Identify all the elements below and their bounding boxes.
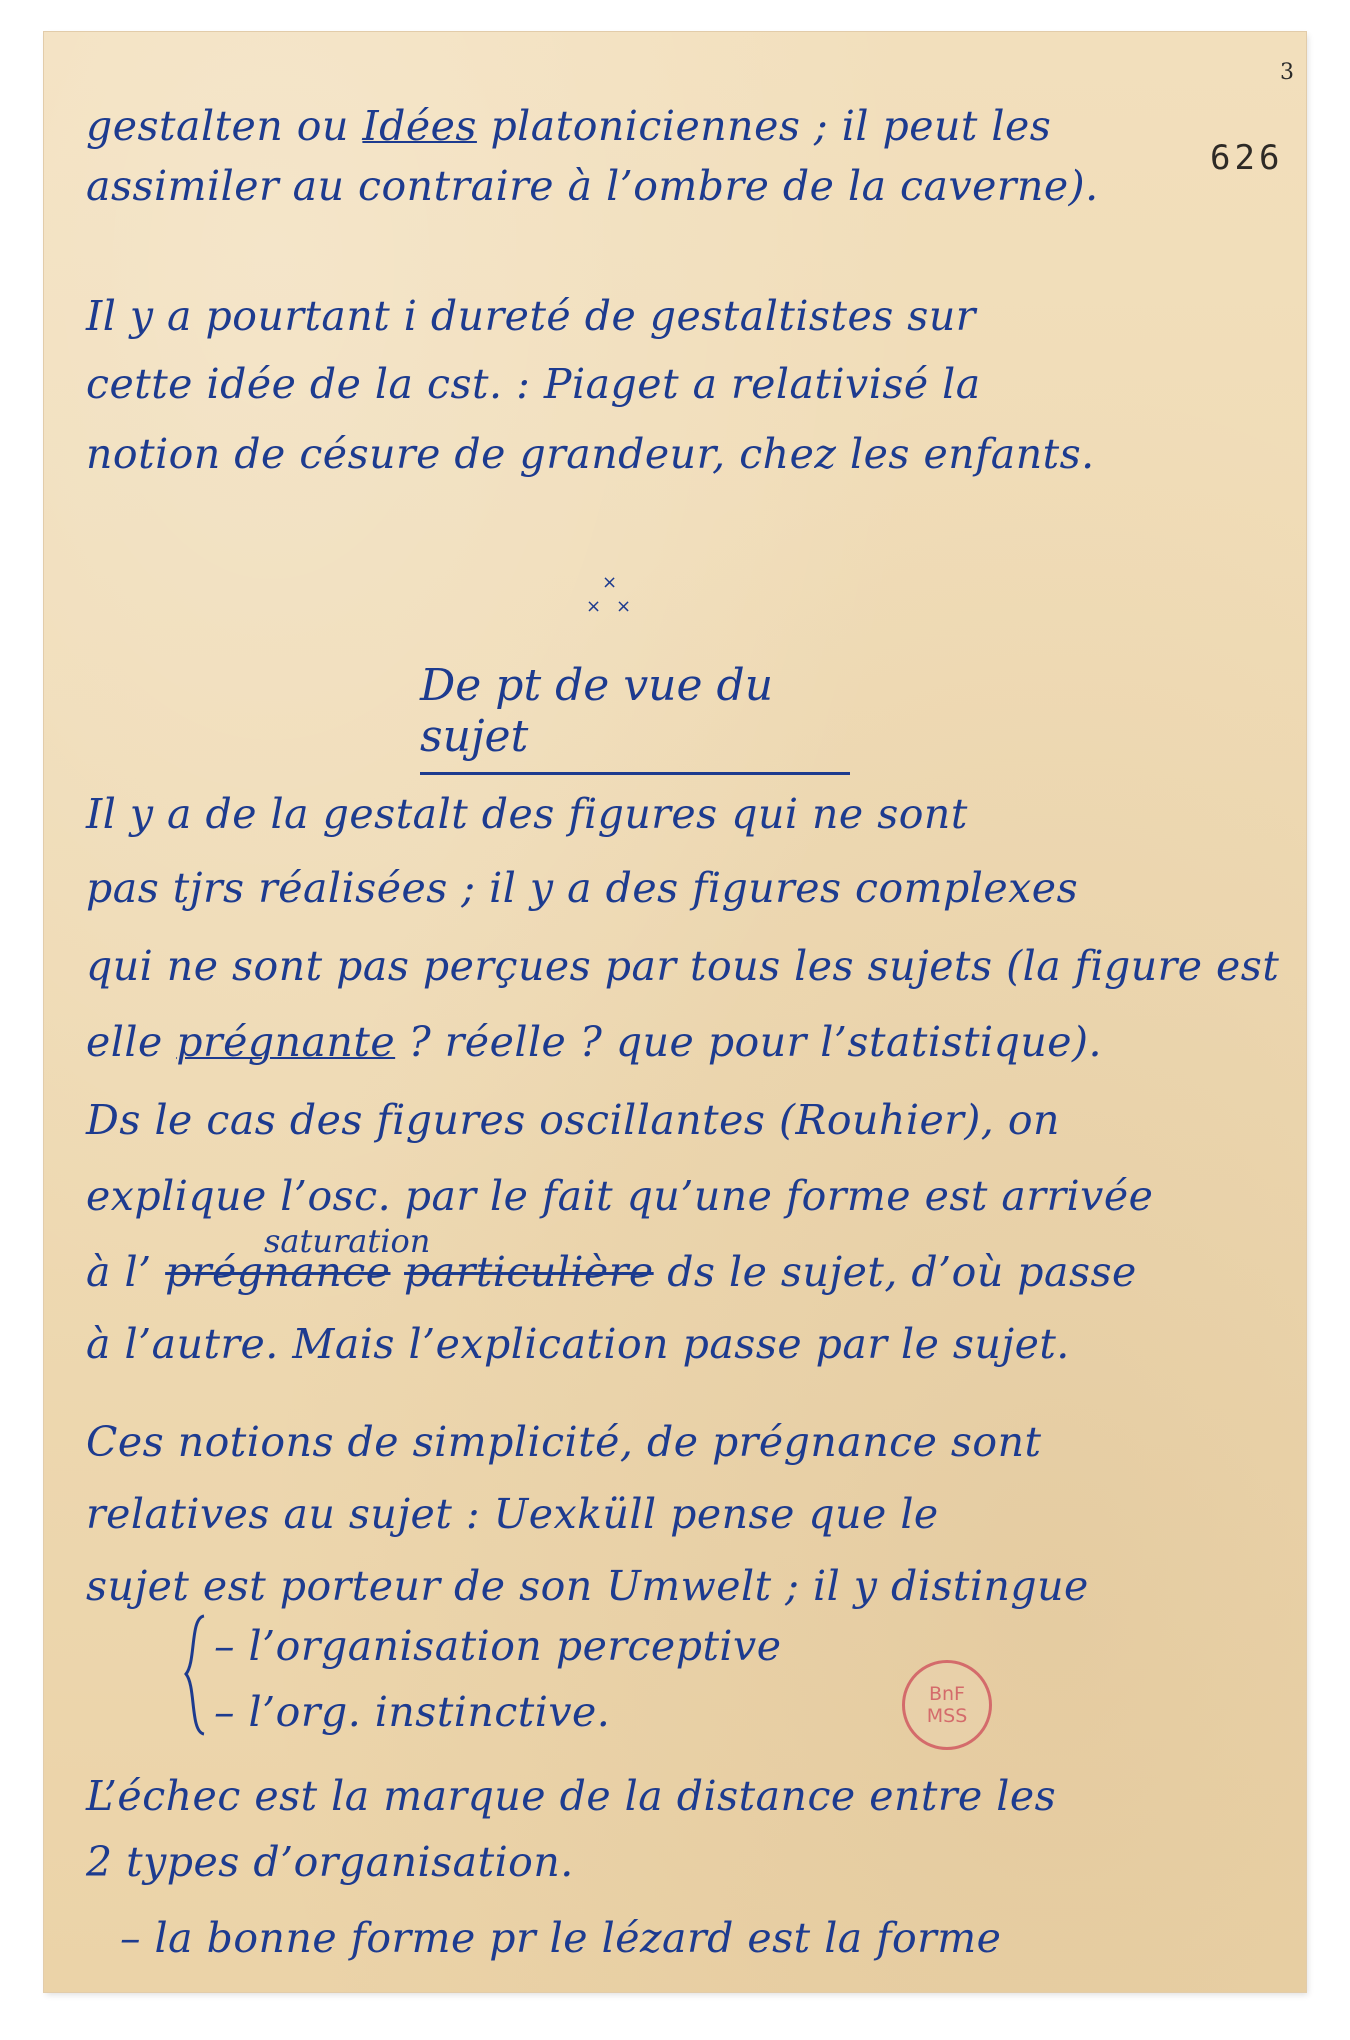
manuscript-line — [86, 1246, 1276, 1298]
manuscript-line: relatives au sujet : Uexküll pense que le — [86, 1490, 939, 1538]
manuscript-line: – la bonne forme pr le lézard est la forme — [120, 1914, 1002, 1962]
manuscript-line: – l’organisation perceptive — [214, 1622, 782, 1670]
manuscript-line: sujet est porteur de son Umwelt ; il y distingue — [86, 1562, 1089, 1610]
manuscript-line: L’échec est la marque de la distance entre les — [86, 1772, 1057, 1820]
manuscript-line: notion de césure de grandeur, chez les enfants. — [86, 430, 1095, 478]
svg-text:×: × — [616, 596, 632, 617]
asterism-mark — [580, 572, 640, 632]
struck-word: prégnance — [165, 1248, 391, 1296]
manuscript-line — [86, 100, 1276, 152]
underlined-word: Idées — [362, 102, 477, 150]
line-text-part: Il y a pourtant i dureté de gestaltistes sur — [86, 292, 976, 340]
underlined-word: prégnante — [176, 1018, 396, 1066]
section-heading: De pt de vue du sujet — [420, 660, 850, 775]
manuscript-line: Ces notions de simplicité, de prégnance sont — [86, 1418, 1042, 1466]
line-text-part: gestalten ou — [86, 102, 363, 150]
folio-number: 3 — [1280, 60, 1294, 85]
library-stamp — [902, 1660, 992, 1750]
line-text-part: ds le sujet, d’où passe — [653, 1248, 1137, 1296]
manuscript-line: pas tjrs réalisées ; il y a des figures complexes — [86, 864, 1079, 912]
stamp-line: MSS — [926, 1705, 968, 1727]
manuscript-line: explique l’osc. par le fait qu’une forme est arrivée — [86, 1172, 1154, 1220]
curly-brace — [182, 1612, 208, 1738]
manuscript-line — [86, 1016, 1276, 1068]
manuscript-line — [86, 290, 1276, 342]
manuscript-line: à l’autre. Mais l’explication passe par le sujet. — [86, 1320, 1070, 1368]
manuscript-line: Il y a de la gestalt des figures qui ne sont — [86, 790, 968, 838]
line-text-part: ? réelle ? que pour l’statistique). — [395, 1018, 1103, 1066]
stamp-line: BnF — [928, 1683, 965, 1705]
svg-text:×: × — [586, 596, 602, 617]
svg-text:×: × — [602, 572, 618, 593]
line-text-part: platoniciennes ; il peut les — [476, 102, 1052, 150]
manuscript-line: 2 types d’organisation. — [86, 1838, 574, 1886]
manuscript-line: Ds le cas des figures oscillantes (Rouhier), on — [86, 1096, 1060, 1144]
stamped-page-number: 626 — [1210, 138, 1284, 178]
line-text-part: à l’ — [86, 1248, 166, 1296]
manuscript-line: assimiler au contraire à l’ombre de la caverne). — [86, 162, 1099, 210]
manuscript-line: qui ne sont pas perçues par tous les sujets (la figure est — [86, 942, 1280, 990]
manuscript-line: – l’org. instinctive. — [214, 1688, 611, 1736]
manuscript-line: cette idée de la cst. : Piaget a relativisé la — [86, 360, 981, 408]
interlinear-insertion: saturation — [264, 1222, 431, 1260]
struck-word: particulière — [404, 1248, 654, 1296]
line-text-part: elle — [86, 1018, 177, 1066]
